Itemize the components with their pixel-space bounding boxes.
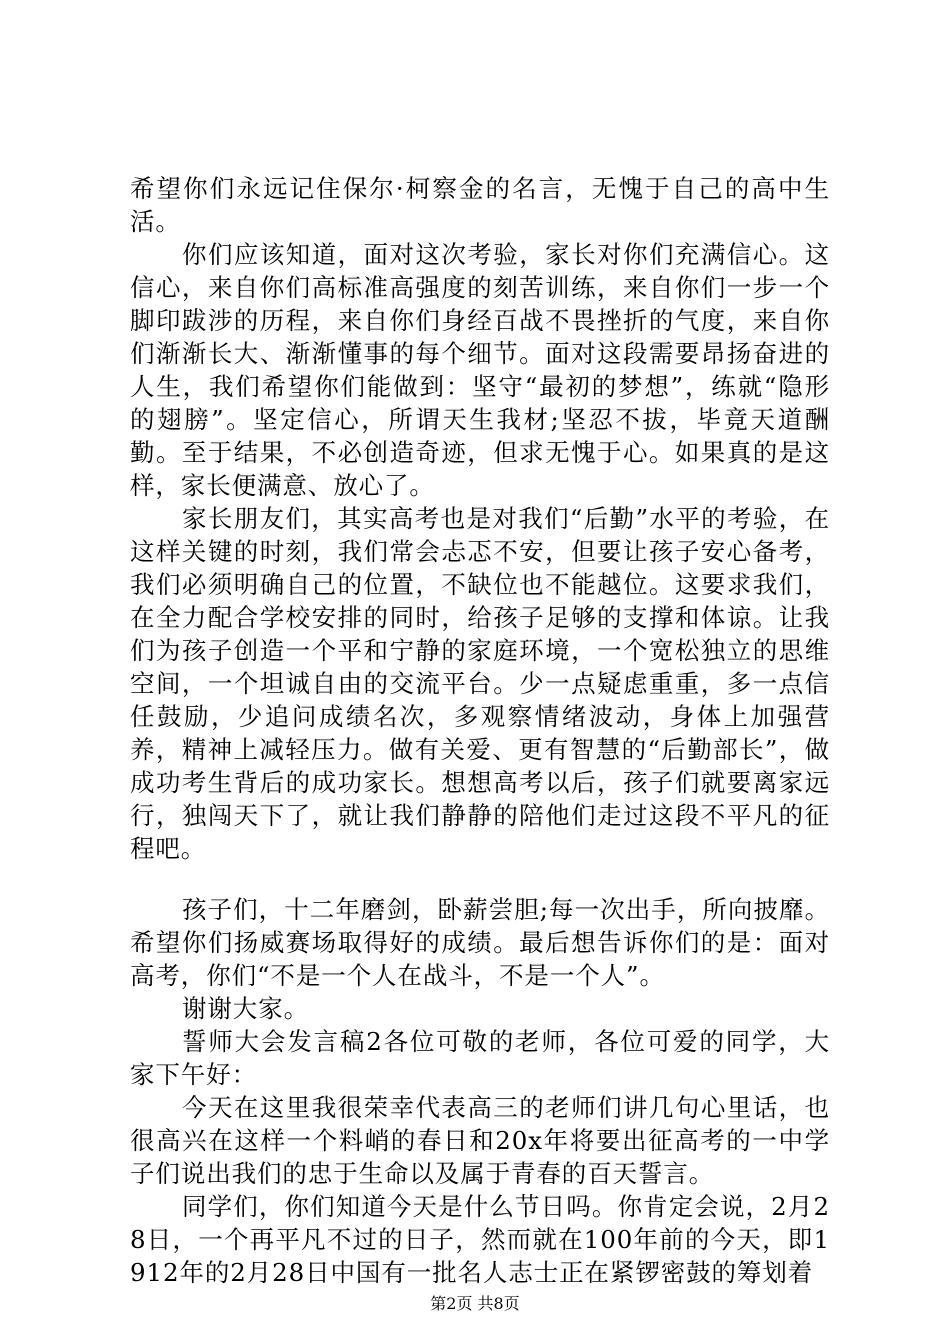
document-body <box>130 172 830 1289</box>
paragraph-2: 你们应该知道，面对这次考验，家长对你们充满信心。这信心，来自你们高标准高强度的刻苦训练，来自你们一步一个脚印跋涉的历程，来自你们身经百战不畏挫折的气度，来自你们渐渐长大、渐渐懂事的每个细节。面对这段需要昂扬奋进的人生，我们希望你们能做到：坚守“最初的梦想”，练就“隐形的翅膀”。坚定信心，所谓天生我材;坚忍不拔，毕竟天道酬勤。至于结果，不必创造奇迹，但求无愧于心。如果真的是这样，家长便满意、放心了。 <box>130 240 830 500</box>
page-number-footer: 第2页 共8页 <box>430 1294 520 1313</box>
paragraph-3: 家长朋友们，其实高考也是对我们“后勤”水平的考验，在这样关键的时刻，我们常会忐忑不安，但要让孩子安心备考，我们必须明确自己的位置，不缺位也不能越位。这要求我们，在全力配合学校安排的同时，给孩子足够的支撑和体谅。让我们为孩子创造一个平和宁静的家庭环境，一个宽松独立的思维空间，一个坦诚自由的交流平台。少一点疑虑重重，多一点信任鼓励，少追问成绩名次，多观察情绪波动，身体上加强营养，精神上减轻压力。做有关爱、更有智慧的“后勤部长”，做成功考生背后的成功家长。想想高考以后，孩子们就要离家远行，独闯天下了，就让我们静静的陪他们走过这段不平凡的征程吧。 <box>130 504 830 863</box>
paragraph-5: 谢谢大家。 <box>182 994 309 1023</box>
paragraph-7: 今天在这里我很荣幸代表高三的老师们讲几句心里话，也很高兴在这样一个料峭的春日和20x年将要出征高考的一中学子们说出我们的忠于生命以及属于青春的百天誓言。 <box>130 1093 830 1188</box>
paragraph-6: 誓师大会发言稿2各位可敬的老师，各位可爱的同学，大家下午好： <box>130 1027 830 1089</box>
paragraph-1: 希望你们永远记住保尔·柯察金的名言，无愧于自己的高中生活。 <box>130 174 830 236</box>
paragraph-8: 同学们，你们知道今天是什么节日吗。你肯定会说，2月28日，一个再平凡不过的日子，然而就在100年前的今天，即1912年的2月28日中国有一批名人志士正在紧锣密鼓的筹划着 <box>130 1192 830 1287</box>
paragraph-4: 孩子们，十二年磨剑，卧薪尝胆;每一次出手，所向披靡。希望你们扬威赛场取得好的成绩。最后想告诉你们的是：面对高考，你们“不是一个人在战斗，不是一个人”。 <box>130 895 830 990</box>
